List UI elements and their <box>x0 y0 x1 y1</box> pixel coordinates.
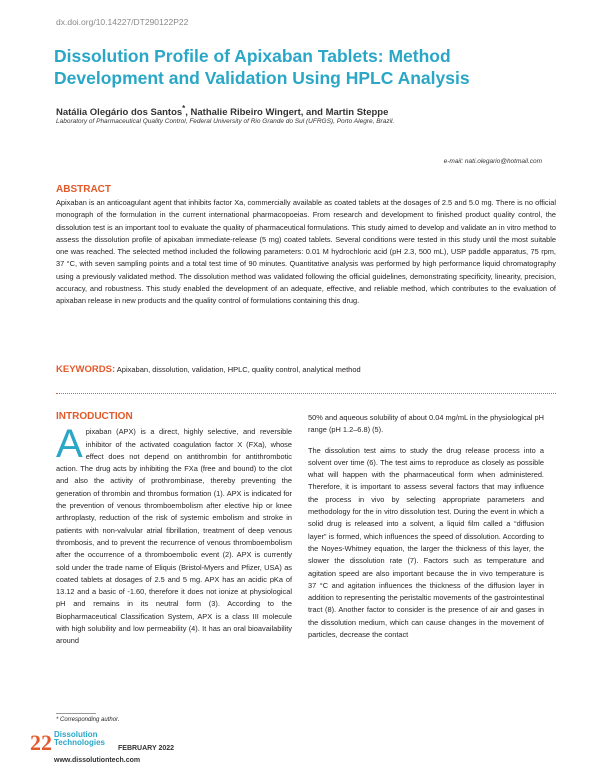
footnote: * Corresponding author. <box>56 717 120 723</box>
article-title: Dissolution Profile of Apixaban Tablets: Method Development and Validation Using HPLC Analysis <box>54 46 470 88</box>
journal-website[interactable]: www.dissolutiontech.com <box>54 757 141 764</box>
journal-logo <box>54 731 105 747</box>
corresponding-mark: * <box>182 104 186 113</box>
footnote-divider <box>56 713 96 714</box>
issue-date: FEBRUARY 2022 <box>118 745 175 752</box>
introduction-heading: INTRODUCTION <box>56 411 133 422</box>
doi-link[interactable]: dx.doi.org/10.14227/DT290122P22 <box>56 17 189 27</box>
logo-line-2: Technologies <box>54 738 105 747</box>
author-list <box>56 104 388 118</box>
affiliation: Laboratory of Pharmaceutical Quality Control, Federal University of Rio Grande do Sul (UFRGS), Porto Alegre, Brazil. <box>56 118 395 125</box>
left-column <box>56 411 292 656</box>
intro-paragraph-2: 50% and aqueous solubility of about 0.04 mg/mL in the physiological pH range (pH 1.2–6.8) (5). <box>308 413 544 435</box>
drop-cap: A <box>56 422 83 467</box>
section-divider <box>56 393 556 394</box>
abstract-text: Apixaban is an anticoagulant agent that inhibits factor Xa, commercially available as coated tablets at the dosages of 2.5 and 5.0 mg. There is no official monograph of the formulation in the current international pharmacopoeias. From research and development to finished product quality control, the dissolution test is an important tool to evaluate the quality of pharmaceutical formulations. This study aimed to develop and validate an in vitro method to assess the dissolution profile of apixaban immediate-release (5 mg) coated tablets. Several conditions were tested in this study until the most suitable one was reached. The selected method included the following parameters: 0.01 M hydrochloric acid (pH 2.3, 500 mL), USP paddle apparatus, 75 rpm, 37 °C, with seven sampling points and a total test time of 90 minutes. Quantitative analysis was performed by high performance liquid chromatography using a previously validated method. The dissolution method was validated following the official guidelines, demonstrating specificity, linearity, precision, accuracy, and robustness. This study enabled the development of an adequate, effective, and reliable method, which contributes to the evaluation of apixaban release in new products and the quality control of formulations containing this drug. <box>56 198 556 306</box>
keywords-line <box>56 364 361 375</box>
author-1: Natália Olegário dos Santos <box>56 107 183 119</box>
abstract-heading: ABSTRACT <box>56 184 111 195</box>
intro-paragraph-3: The dissolution test aims to study the drug release process into a solvent over time (6). The test aims to reproduce as closely as possible what will happen with the pharmaceutical form when administered. Therefore, it is important to assess several factors that may influence the process in vivo by selecting appropriate parameters and methodology for the in vitro dissolution test. During the event in which a solid drug is released into a solvent, a liquid film called a “diffusion layer” is formed, which influences the speed of dissolution. According to the Noyes-Whitney equation, the larger the thickness of this layer, the slower the dissolution rate (7). Factors such as temperature and agitation speed are also important because the in vivo temperature is 37 °C and agitation influences the thickness of the diffusion layer in addition to representing the peristaltic movements of the gastrointestinal tract (8). Another factor to consider is the presence of air and gases in the dissolution medium, which can cause changes in the movement of particles, decrease the contact <box>308 445 544 640</box>
page-number: 22 <box>30 730 52 755</box>
right-column <box>308 412 544 649</box>
logo-line-1: Dissolution <box>54 730 98 739</box>
intro-paragraph-1-text: pixaban (APX) is a direct, highly selective, and reversible inhibitor of the activated coagulation factor X (FXa), whose effect does not depend on antithrombin for antithrombotic action. The drug acts by inhibiting the FXa (free and bound) to the clot and also the activity of prothrombinase, thereby preventing the generation of thrombin and thrombus formation (1). APX is indicated for the prevention of venous thromboembolism after elective hip or knee arthroplasty, reduction of the risk of systemic embolism and stroke in patients with non-valvular atrial fibrillation, treatment of deep venous thrombosis, and to prevent the recurrence of venous thromboembolism after the occurrence of a thromboembolic event (2). APX is currently sold under the trade name of Eliquis (Bristol-Myers and Pfizer, USA) as coated tablets at dosages of 2.5 and 5 mg. APX has an acidic pKa of 13.12 and a basic of -1.60, therefore it does not ionize at physiological pH and remains in its neutral form (3). According to the Biopharmaceutical Classification System, APX is a class III molecule with high solubility and low permeability (4). It has an oral bioavailability around <box>56 427 292 646</box>
intro-paragraph-1 <box>56 422 292 647</box>
keywords-list: Apixaban, dissolution, validation, HPLC, quality control, analytical method <box>115 365 361 374</box>
keywords-heading: KEYWORDS: <box>56 364 116 375</box>
contact-email[interactable]: e-mail: nati.olegario@hotmail.com <box>443 158 542 165</box>
other-authors: , Nathalie Ribeiro Wingert, and Martin Steppe <box>185 107 389 119</box>
